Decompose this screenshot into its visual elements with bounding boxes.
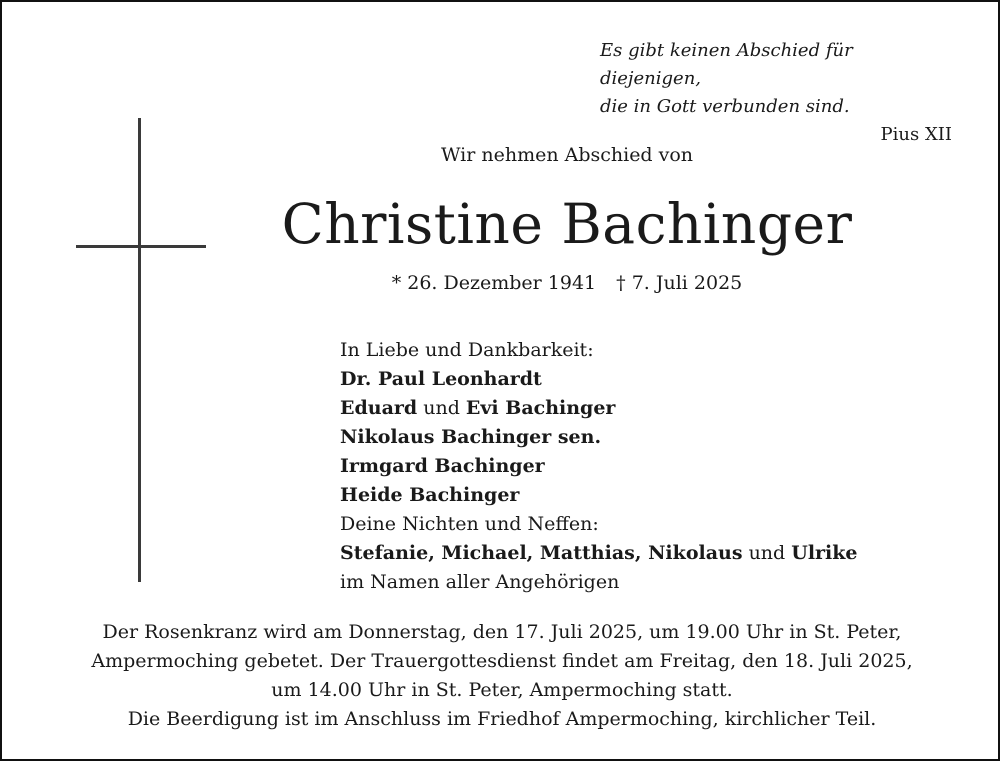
mourner-2a: Eduard (340, 397, 418, 419)
nieces-names-b: Ulrike (791, 542, 858, 564)
cross-vertical-bar (138, 118, 141, 582)
nieces-line (340, 539, 940, 568)
intro-text: Wir nehmen Abschied von (440, 144, 694, 166)
epigraph-line-2: die in Gott verbunden sind. (600, 96, 850, 117)
service-line-3: um 14.00 Uhr in St. Peter, Ampermoching statt. (271, 679, 733, 701)
service-line-4: Die Beerdigung ist im Anschluss im Friedhof Ampermoching, kirchlicher Teil. (127, 708, 877, 730)
birth-date: * 26. Dezember 1941 (391, 272, 597, 294)
service-line-2: Ampermoching gebetet. Der Trauergottesdienst findet am Freitag, den 18. Juli 2025, (91, 650, 913, 672)
nieces-heading: Deine Nichten und Neffen: (340, 513, 599, 535)
mourner-1: Dr. Paul Leonhardt (340, 368, 542, 390)
mourner-2-and: und (417, 397, 466, 419)
epigraph (532, 37, 952, 149)
cross-horizontal-bar (76, 245, 206, 248)
mourners-list (340, 336, 940, 597)
deceased-name: Christine Bachinger (281, 192, 853, 256)
mourners-heading: In Liebe und Dankbarkeit: (340, 339, 594, 361)
service-line-1: Der Rosenkranz wird am Donnerstag, den 17. Juli 2025, um 19.00 Uhr in St. Peter, (102, 621, 902, 643)
mourner-2b: Evi Bachinger (465, 397, 616, 419)
mourner-5: Heide Bachinger (340, 484, 520, 506)
mourner-2-line (340, 394, 940, 423)
epigraph-author: Pius XII (880, 124, 952, 145)
mourners-closing: im Namen aller Angehörigen (340, 571, 620, 593)
service-details (12, 618, 992, 734)
life-dates (262, 272, 872, 294)
epigraph-line-1: Es gibt keinen Abschied für diejenigen, (600, 40, 853, 89)
mourner-4: Irmgard Bachinger (340, 455, 545, 477)
mourner-3: Nikolaus Bachinger sen. (340, 426, 602, 448)
nieces-and: und (742, 542, 792, 564)
nieces-names-a: Stefanie, Michael, Matthias, Nikolaus (340, 542, 743, 564)
death-date: † 7. Juli 2025 (616, 272, 743, 294)
